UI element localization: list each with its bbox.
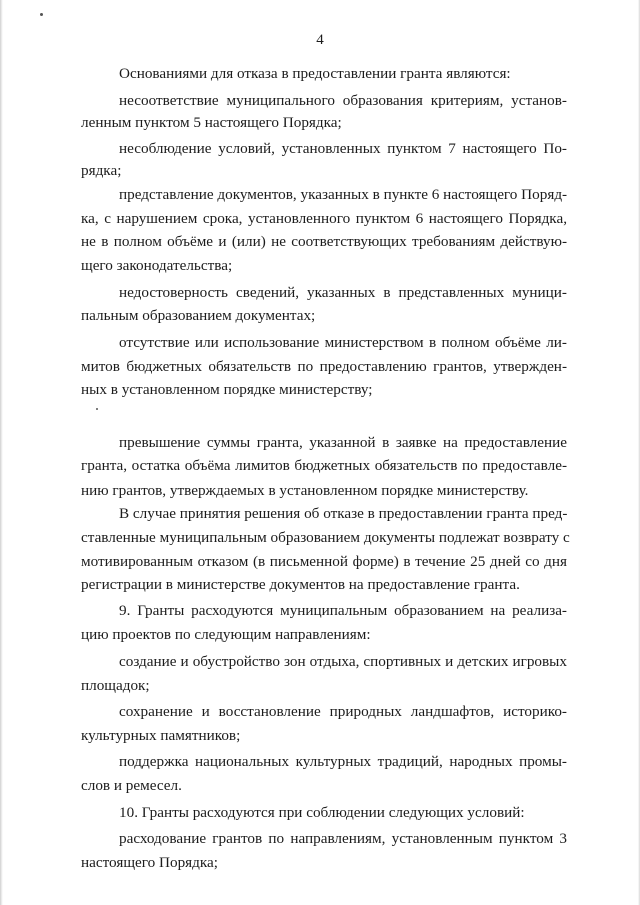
text-line: слов и ремесел. xyxy=(81,777,182,794)
text-line: гранта, остатка объёма лимитов бюджетных обязательств по предоставле- xyxy=(81,457,567,474)
text-line: ставленные муниципальным образованием документы подлежат возврату с xyxy=(81,529,570,546)
text-line: расходование грантов по направлениям, установленным пунктом 3 xyxy=(119,830,567,847)
text-line: представление документов, указанных в пункте 6 настоящего Поряд- xyxy=(119,186,568,203)
text-line: пальным образованием документах; xyxy=(81,307,316,324)
text-line: мотивированным отказом (в письменной форме) в течение 25 дней со дня xyxy=(81,553,567,570)
text-line: сохранение и восстановление природных ландшафтов, историко- xyxy=(119,703,567,720)
text-line: настоящего Порядка; xyxy=(81,854,218,871)
text-line: площадок; xyxy=(81,677,150,694)
text-line: В случае принятия решения об отказе в предоставлении гранта пред- xyxy=(119,505,568,522)
text-line: культурных памятников; xyxy=(81,727,241,744)
text-line: ных в установленном порядке министерству; xyxy=(81,381,373,398)
text-line: цию проектов по следующим направлениям: xyxy=(81,626,371,643)
scan-speck xyxy=(40,13,43,16)
text-line: поддержка национальных культурных традиций, народных промы- xyxy=(119,753,567,770)
text-line: отсутствие или использование министерством в полном объёме ли- xyxy=(119,334,567,351)
scan-speck xyxy=(96,408,98,410)
text-line: 9. Гранты расходуются муниципальным образованием на реализа- xyxy=(119,602,567,619)
text-line: щего законодательства; xyxy=(81,257,233,274)
text-line: ка, с нарушением срока, установленного пунктом 6 настоящего Порядка, xyxy=(81,210,567,227)
text-line: несоблюдение условий, установленных пунктом 7 настоящего По- xyxy=(119,140,567,157)
text-line: регистрации в министерстве документов на предоставление гранта. xyxy=(81,576,520,593)
text-line: митов бюджетных обязательств по предоставлению грантов, утвержден- xyxy=(81,358,567,375)
text-line: Основаниями для отказа в предоставлении гранта являются: xyxy=(119,65,511,82)
text-line: недостоверность сведений, указанных в представленных муници- xyxy=(119,284,567,301)
text-line: 10. Гранты расходуются при соблюдении следующих условий: xyxy=(119,804,525,821)
text-line: не в полном объёме и (или) не соответствующих требованиям действую- xyxy=(81,233,567,250)
page-number: 4 xyxy=(316,32,324,48)
text-line: нию грантов, утверждаемых в установленном порядке министерству. xyxy=(81,482,529,499)
text-line: ленным пунктом 5 настоящего Порядка; xyxy=(81,114,342,131)
text-line: рядка; xyxy=(81,162,122,179)
text-line: превышение суммы гранта, указанной в заявке на предоставление xyxy=(119,434,567,451)
scan-edge-left xyxy=(0,0,3,905)
text-line: несоответствие муниципального образования критериям, установ- xyxy=(119,92,567,109)
text-line: создание и обустройство зон отдыха, спортивных и детских игровых xyxy=(119,653,567,670)
